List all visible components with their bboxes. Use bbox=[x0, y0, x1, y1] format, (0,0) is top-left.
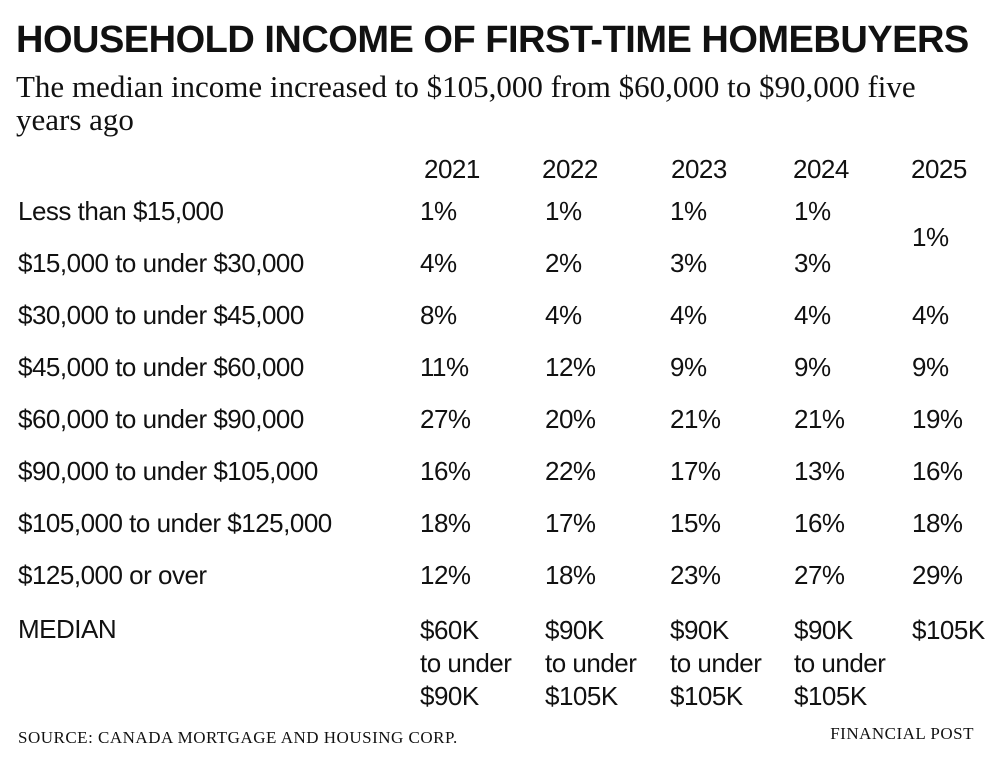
median-value-2023: $90K to under $105K bbox=[670, 615, 762, 711]
table-cell: 23% bbox=[670, 560, 721, 590]
table-cell: 18% bbox=[545, 560, 596, 590]
median-value-2024: $90K to under $105K bbox=[794, 615, 886, 711]
table-cell: 18% bbox=[912, 508, 963, 538]
chart-subtitle: The median income increased to $105,000 from $60,000 to $90,000 five years ago bbox=[16, 69, 916, 137]
row-label: $45,000 to under $60,000 bbox=[18, 352, 304, 382]
publisher-credit: FINANCIAL POST bbox=[830, 724, 974, 743]
median-value-2022: $90K to under $105K bbox=[545, 615, 637, 711]
median-label: MEDIAN bbox=[18, 614, 117, 644]
median-value-2021: $60K to under $90K bbox=[420, 615, 512, 711]
median-value-2025: $105K bbox=[912, 615, 985, 645]
table-cell: 27% bbox=[794, 560, 845, 590]
column-header-2021: 2021 bbox=[424, 154, 480, 184]
table-cell: 13% bbox=[794, 456, 845, 486]
table-cell: 9% bbox=[912, 352, 949, 382]
table-cell: 21% bbox=[794, 404, 845, 434]
chart-title: HOUSEHOLD INCOME OF FIRST-TIME HOMEBUYERS bbox=[16, 19, 969, 61]
table-cell: 4% bbox=[545, 300, 582, 330]
column-header-2023: 2023 bbox=[671, 154, 727, 184]
table-cell: 27% bbox=[420, 404, 471, 434]
table-cell: 22% bbox=[545, 456, 596, 486]
table-cell: 1% bbox=[794, 196, 831, 226]
row-label: $30,000 to under $45,000 bbox=[18, 300, 304, 330]
source-note: SOURCE: CANADA MORTGAGE AND HOUSING CORP. bbox=[18, 728, 458, 747]
table-cell: 4% bbox=[420, 248, 457, 278]
table-cell: 3% bbox=[794, 248, 831, 278]
table-cell: 17% bbox=[670, 456, 721, 486]
table-cell: 17% bbox=[545, 508, 596, 538]
table-cell: 2% bbox=[545, 248, 582, 278]
table-cell: 15% bbox=[670, 508, 721, 538]
row-label: $60,000 to under $90,000 bbox=[18, 404, 304, 434]
table-cell: 12% bbox=[545, 352, 596, 382]
table-cell: 4% bbox=[670, 300, 707, 330]
table-cell: 16% bbox=[912, 456, 963, 486]
table-cell: 21% bbox=[670, 404, 721, 434]
table-cell: 16% bbox=[794, 508, 845, 538]
column-header-2024: 2024 bbox=[793, 154, 849, 184]
table-cell: 29% bbox=[912, 560, 963, 590]
row-label: $125,000 or over bbox=[18, 560, 207, 590]
column-header-2025: 2025 bbox=[911, 154, 967, 184]
table-cell: 18% bbox=[420, 508, 471, 538]
table-cell: 3% bbox=[670, 248, 707, 278]
table-cell: 9% bbox=[670, 352, 707, 382]
row-label: $15,000 to under $30,000 bbox=[18, 248, 304, 278]
row-label: Less than $15,000 bbox=[18, 196, 224, 226]
table-cell-merged: 1% bbox=[912, 222, 949, 252]
column-header-2022: 2022 bbox=[542, 154, 598, 184]
table-cell: 9% bbox=[794, 352, 831, 382]
table-cell: 11% bbox=[420, 352, 469, 382]
table-cell: 20% bbox=[545, 404, 596, 434]
row-label: $105,000 to under $125,000 bbox=[18, 508, 332, 538]
table-cell: 4% bbox=[912, 300, 949, 330]
table-cell: 16% bbox=[420, 456, 471, 486]
table-cell: 19% bbox=[912, 404, 963, 434]
table-cell: 1% bbox=[670, 196, 707, 226]
row-label: $90,000 to under $105,000 bbox=[18, 456, 318, 486]
table-cell: 8% bbox=[420, 300, 457, 330]
table-cell: 1% bbox=[545, 196, 582, 226]
table-cell: 12% bbox=[420, 560, 471, 590]
table-cell: 1% bbox=[420, 196, 457, 226]
table-cell: 4% bbox=[794, 300, 831, 330]
